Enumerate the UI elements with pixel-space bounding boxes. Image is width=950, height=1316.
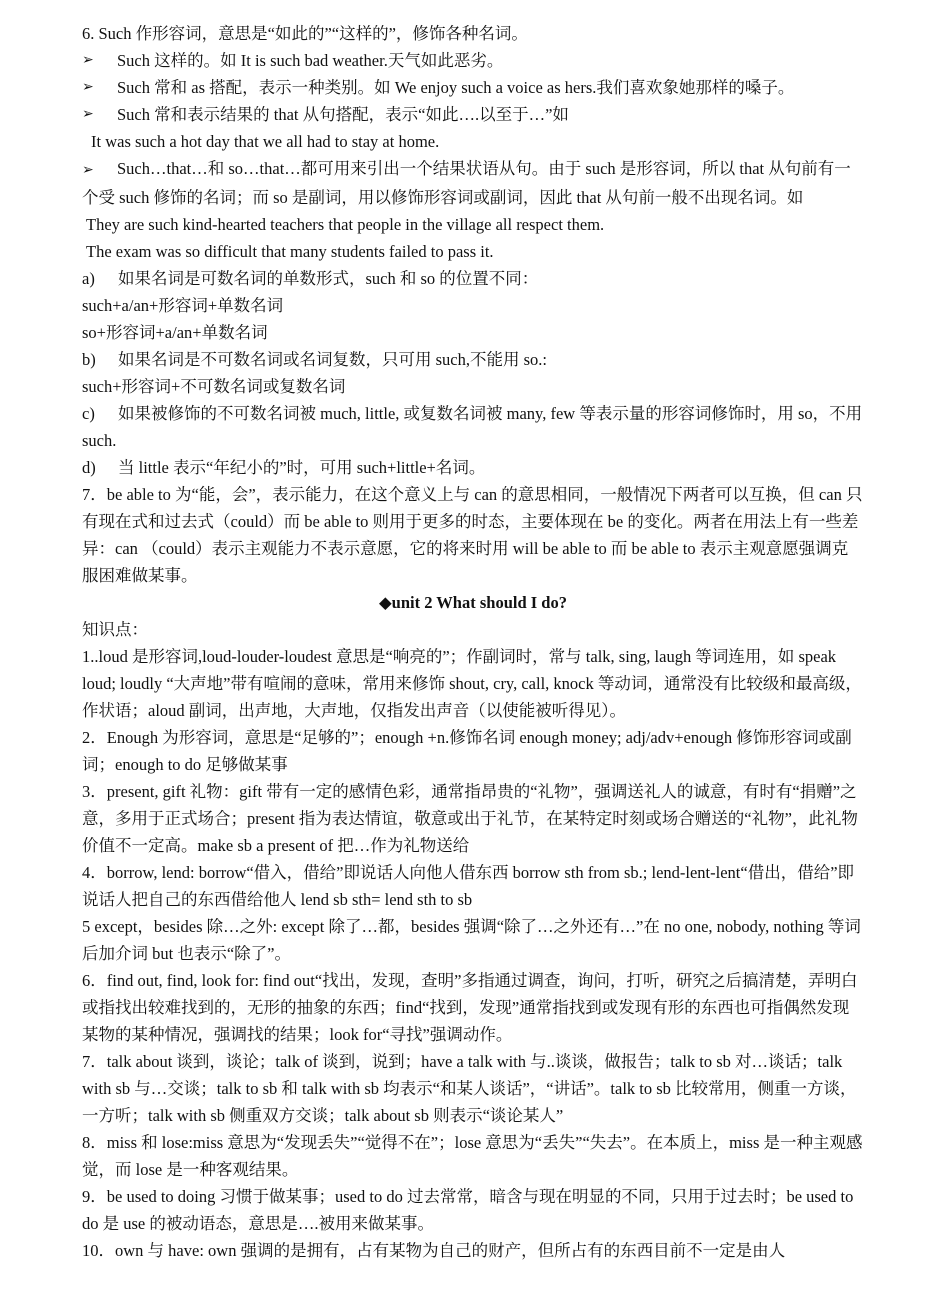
bullet-item [82, 74, 864, 101]
bullet-text: Such 常和表示结果的 that 从句搭配，表示“如此….以至于…”如 [117, 105, 569, 124]
paragraph-present-gift: 3．present, gift 礼物：gift 带有一定的感情色彩，通常指昂贵的“礼物”，强调送礼人的诚意，有时有“捐赠”之意，多用于正式场合；present 指为表达情谊，敬意或出于礼节，在某特定时刻或场合赠送的“礼物”，此礼物价值不一定高。make sb a present of 把…作为礼物送给 [82, 782, 858, 855]
paragraph-loud: 1..loud 是形容词,loud-louder-loudest 意思是“响亮的”；作副词时，常与 talk, sing, laugh 等词连用，如 speak loud; loudly “大声地”带有喧闹的意味，常用来修饰 shout, cry, call, knock 等动词，通常没有比较级和最高级，作状语；aloud 副词，出声地，大声地，仅指发出声音（以使能被听得见）。 [82, 647, 862, 720]
item-label: b) [82, 350, 96, 369]
bullet-item [82, 101, 864, 128]
arrow-bullet-icon: ➢ [82, 107, 94, 122]
paragraph-talk: 7．talk about 谈到，谈论；talk of 谈到，说到；have a talk with 与..谈谈，做报告；talk to sb 对…谈话；talk with sb 与…交谈；talk to sb 和 talk with sb 均表示“和某人谈话”，“讲话”。talk to sb 比较常用，侧重一方谈，一方听；talk with sb 侧重双方交谈；talk about sb 则表示“谈论某人” [82, 1052, 857, 1125]
example-sentence: They are such kind-hearted teachers that people in the village all respect them. [86, 215, 605, 234]
bullet-text: Such 这样的。如 It is such bad weather.天气如此恶劣。 [117, 51, 504, 70]
example-sentence: The exam was so difficult that many students failed to pass it. [86, 242, 494, 261]
paragraph-find: 6．find out, find, look for: find out“找出，发现，查明”多指通过调查，询问，打听，研究之后搞清楚，弄明白或指找出较难找到的，无形的抽象的东西；find“找到，发现”通常指找到或发现有形的东西也可指偶然发现某物的某种情况，强调找的结果；look for“寻找”强调动作。 [82, 971, 858, 1044]
knowledge-points-label: 知识点： [82, 620, 148, 639]
lettered-item [82, 400, 864, 454]
item-text: 如果名词是可数名词的单数形式，such 和 so 的位置不同： [118, 269, 539, 288]
formula-line: such+形容词+不可数名词或复数名词 [82, 377, 346, 396]
paragraph-such-adjective: 6. Such 作形容词，意思是“如此的”“这样的”，修饰各种名词。 [82, 24, 528, 43]
example-sentence: It was such a hot day that we all had to stay at home. [91, 132, 440, 151]
bullet-item [82, 47, 864, 74]
arrow-bullet-icon: ➢ [82, 80, 94, 95]
item-label: d) [82, 458, 96, 477]
lettered-item [82, 346, 864, 373]
formula-line: so+形容词+a/an+单数名词 [82, 323, 268, 342]
item-label: a) [82, 269, 95, 288]
paragraph-own-have: 10．own 与 have: own 强调的是拥有，占有某物为自己的财产，但所占有的东西目前不一定是由人 [82, 1241, 786, 1260]
arrow-bullet-icon: ➢ [82, 163, 94, 178]
item-label: c) [82, 404, 95, 423]
bullet-text: Such…that…和 so…that…都可用来引出一个结果状语从句。由于 such 是形容词，所以 that 从句前有一个受 such 修饰的名词；而 so 是副词，用以修饰形容词或副词，因此 that 从句前一般不出现名词。如 [82, 159, 851, 207]
lettered-item [82, 265, 864, 292]
paragraph-miss-lose: 8．miss 和 lose:miss 意思为“发现丢失”“觉得不在”；lose 意思为“丢失”“失去”。在本质上，miss 是一种主观感觉，而 lose 是一种客观结果。 [82, 1133, 863, 1179]
item-text: 如果名词是不可数名词或名词复数，只可用 such,不能用 so.: [118, 350, 547, 369]
formula-line: such+a/an+形容词+单数名词 [82, 296, 284, 315]
item-text: 如果被修饰的不可数名词被 much, little, 或复数名词被 many, few 等表示量的形容词修饰时，用 so，不用 such. [82, 404, 863, 450]
paragraph-be-able-to: 7．be able to 为“能，会”，表示能力，在这个意义上与 can 的意思相同，一般情况下两者可以互换，但 can 只有现在式和过去式（could）而 be able to 则用于更多的时态，主要体现在 be 的变化。两者在用法上有一些差异：can （could）表示主观能力不表示意愿，它的将来时用 will be able to 而 be able to 表示主观意愿强调克服困难做某事。 [82, 485, 863, 585]
paragraph-enough: 2．Enough 为形容词，意思是“足够的”；enough +n.修饰名词 enough money; adj/adv+enough 修饰形容词或副词；enough to do 足够做某事 [82, 728, 852, 774]
paragraph-borrow-lend: 4．borrow, lend: borrow“借入，借给”即说话人向他人借东西 borrow sth from sb.; lend-lent-lent“借出，借给”即说话人把自己的东西借给他人 lend sb sth= lend sth to sb [82, 863, 855, 909]
item-text: 当 little 表示“年纪小的”时，可用 such+little+名词。 [118, 458, 486, 477]
bullet-item-wrapped [82, 155, 864, 211]
arrow-bullet-icon: ➢ [82, 53, 94, 68]
paragraph-except-besides: 5 except，besides 除…之外: except 除了…都，besides 强调“除了…之外还有…”在 no one, nobody, nothing 等词后加介词 but 也表示“除了”。 [82, 917, 861, 963]
document-page [82, 20, 864, 1264]
section-heading: ◆unit 2 What should I do? [378, 593, 567, 612]
paragraph-used-to: 9．be used to doing 习惯于做某事；used to do 过去常常，暗含与现在明显的不同，只用于过去时；be used to do 是 use 的被动语态，意思是….被用来做某事。 [82, 1187, 854, 1233]
lettered-item [82, 454, 864, 481]
bullet-text: Such 常和 as 搭配，表示一种类别。如 We enjoy such a voice as hers.我们喜欢象她那样的嗓子。 [117, 78, 795, 97]
